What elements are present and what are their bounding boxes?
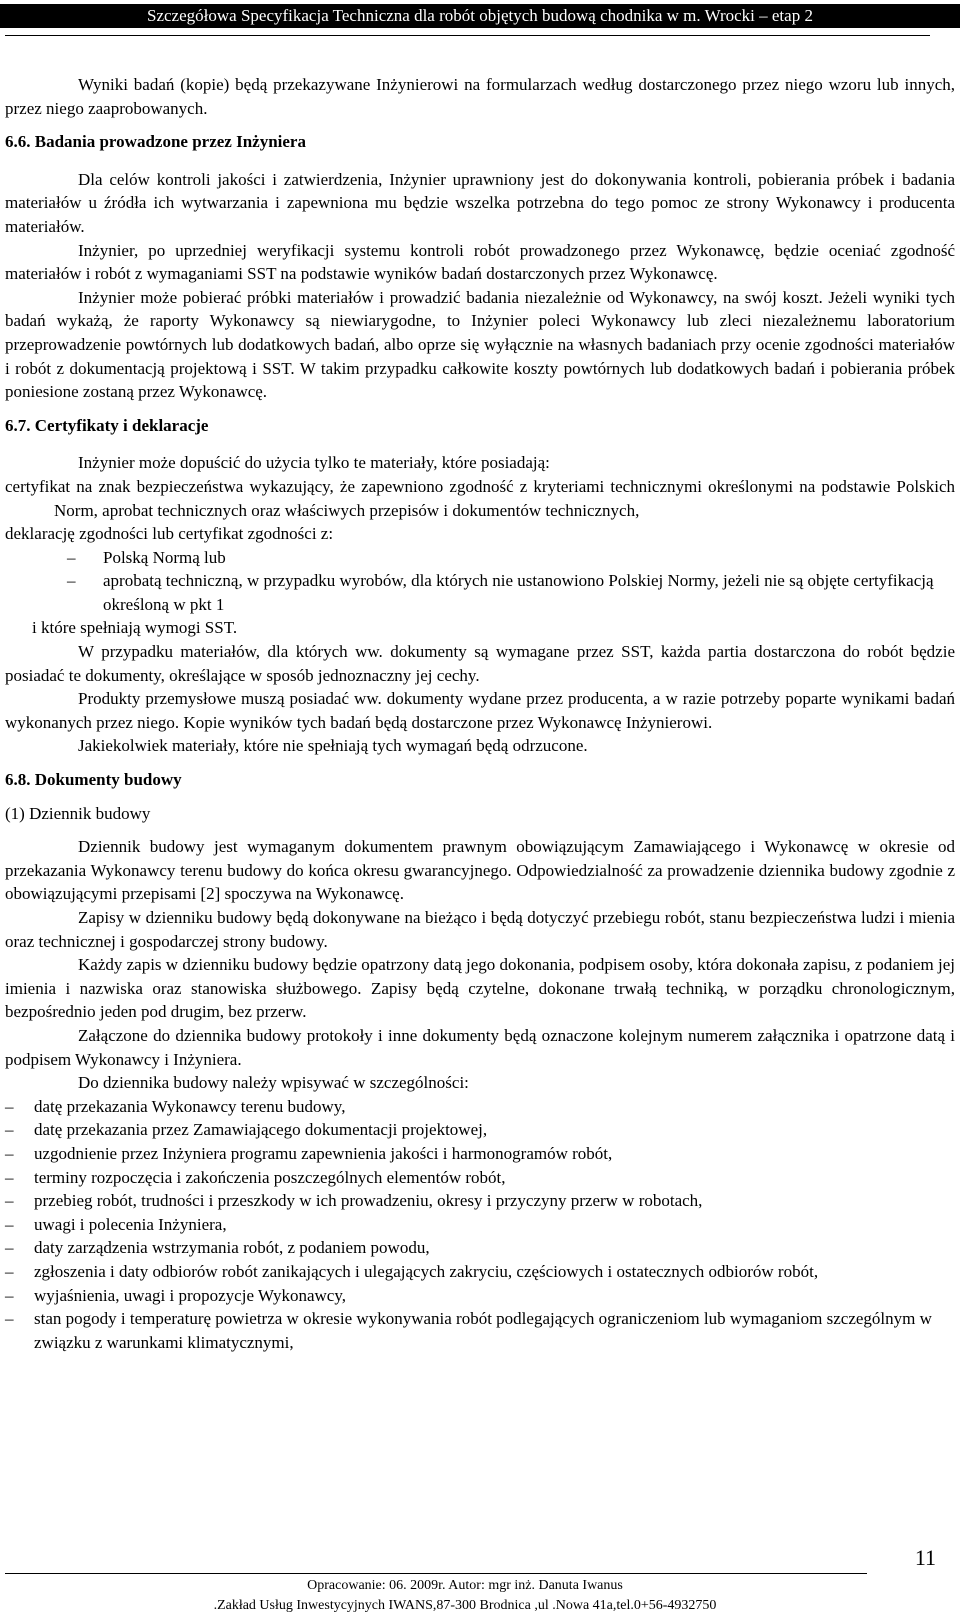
dash-bullet: – [5, 1309, 14, 1329]
page-number: 11 [914, 1545, 936, 1570]
paragraph: Jakiekolwiek materiały, które nie spełniają tych wymagań będą odrzucone. [78, 736, 588, 756]
dash-bullet: – [5, 1120, 14, 1140]
list-item: – stan pogody i temperaturę powietrza w okresie wykonywania robót podlegających ograniczeniom lub wymaganiom szczególnym w związku z warunkami klimatycznymi, [5, 1309, 932, 1352]
section-heading-6-7: 6.7. Certyfikaty i deklaracje [5, 415, 209, 435]
paragraph: Inżynier, po uprzedniej weryfikacji systemu kontroli robót prowadzonego przez Wykonawcę, będzie oceniać zgodność materiałów i robót z wymaganiami SST na podstawie wyników badań dostarczonych przez Wykonawcę. [5, 240, 955, 284]
document-body [5, 73, 955, 1354]
dash-bullet: – [5, 1285, 14, 1305]
paragraph: i które spełniają wymogi SST. [32, 618, 238, 638]
dash-bullet: – [5, 1096, 14, 1116]
list-item: – Polską Normą lub [5, 546, 955, 570]
paragraph: Każdy zapis w dzienniku budowy będzie opatrzony datą jego dokonania, podpisem osoby, która dokonała zapisu, z podaniem jej imienia i nazwiska oraz stanowiska służbowego. Zapisy będą czytelne, dokonane trwałą techniką, w porządku chronologicznym, bezpośrednio jeden pod drugim, bez przerw. [5, 955, 955, 1022]
dash-bullet: – [5, 1238, 14, 1258]
list-item: – wyjaśnienia, uwagi i propozycje Wykonawcy, [5, 1284, 955, 1308]
dash-bullet: – [5, 1214, 14, 1234]
list-item: – datę przekazania Wykonawcy terenu budowy, [5, 1095, 955, 1119]
paragraph: Dla celów kontroli jakości i zatwierdzenia, Inżynier uprawniony jest do dokonywania kontroli, pobierania próbek i badania materiałów u źródła ich wytwarzania i zapewniona mu będzie wszelka potrzebna do tego pomoc ze strony Wykonawcy i producenta materiałów. [5, 169, 955, 236]
subsection-heading: (1) Dziennik budowy [5, 803, 151, 823]
dash-bullet: – [67, 571, 76, 591]
header-title: Szczegółowa Specyfikacja Techniczna dla robót objętych budową chodnika w m. Wrocki – etap 2 [147, 6, 813, 25]
paragraph: Inżynier może pobierać próbki materiałów i prowadzić badania niezależnie od Wykonawcy, na swój koszt. Jeżeli wyniki tych badań wykażą, że raporty Wykonawcy są niewiarygodne, to Inżynier poleci Wykonawcy lub zleci niezależnemu laboratorium przeprowadzenie powtórnych lub dodatkowych badań, albo oprze się wyłącznie na własnych badaniach przy ocenie zgodności materiałów i robót z dokumentacją projektową i SST. W takim przypadku całkowite koszty powtórnych lub dodatkowych badań i pobierania próbek poniesione zostaną przez Wykonawcę. [5, 287, 955, 402]
dash-bullet: – [67, 547, 76, 567]
dash-bullet: – [5, 1143, 14, 1163]
section-heading-6-6: 6.6. Badania prowadzone przez Inżyniera [5, 132, 306, 152]
paragraph: W przypadku materiałów, dla których ww. dokumenty są wymagane przez SST, każda partia dostarczona do robót będzie posiadać te dokumenty, określające w sposób jednoznaczny jej cechy. [5, 642, 955, 685]
dash-list [5, 546, 955, 617]
list-item: – terminy rozpoczęcia i zakończenia poszczególnych elementów robót, [5, 1166, 955, 1190]
paragraph: Dziennik budowy jest wymaganym dokumentem prawnym obowiązującym Zamawiającego i Wykonawcę w okresie od przekazania Wykonawcy terenu budowy do końca okresu gwarancyjnego. Odpowiedzialność za prowadzenie dziennika budowy zgodnie z obowiązującymi przepisami [2] spoczywa na Wykonawcę. [5, 837, 955, 904]
footer-divider [5, 1573, 867, 1574]
list-item: – uzgodnienie przez Inżyniera programu zapewnienia jakości i harmonogramów robót, [5, 1142, 955, 1166]
paragraph: Do dziennika budowy należy wpisywać w szczególności: [78, 1073, 469, 1093]
dash-bullet: – [5, 1191, 14, 1211]
header-divider [5, 35, 930, 36]
paragraph: Wyniki badań (kopie) będą przekazywane Inżynierowi na formularzach według dostarczonego przez niego wzoru lub innych, przez niego zaaprobowanych. [5, 75, 955, 118]
paragraph: certyfikat na znak bezpieczeństwa wykazujący, że zapewniono zgodność z kryteriami technicznymi określonymi na podstawie Polskich Norm, aprobat technicznych oraz właściwych przepisów i dokumentów technicznych, [5, 476, 955, 520]
list-item: – aprobatą techniczną, w przypadku wyrobów, dla których nie ustanowiono Polskiej Normy, jeżeli nie są objęte certyfikacją określoną w pkt 1 [67, 571, 934, 614]
page-header [0, 4, 960, 28]
paragraph: Inżynier może dopuścić do użycia tylko te materiały, które posiadają: [78, 453, 550, 473]
dash-list [5, 1095, 955, 1355]
paragraph: Załączone do dziennika budowy protokoły i inne dokumenty będą oznaczone kolejnym numerem załącznika i opatrzone datą i podpisem Wykonawcy i Inżyniera. [5, 1025, 955, 1069]
footer-company-line: .Zakład Usług Inwestycyjnych IWANS,87-300 Brodnica ,ul .Nowa 41a,tel.0+56-4932750 [213, 1598, 717, 1613]
list-item: – datę przekazania przez Zamawiającego dokumentacji projektowej, [5, 1118, 955, 1142]
list-item: – przebieg robót, trudności i przeszkody w ich prowadzeniu, okresy i przyczyny przerw w robotach, [5, 1189, 955, 1213]
list-item: – zgłoszenia i daty odbiorów robót zanikających i ulegających zakryciu, częściowych i ostatecznych odbiorów robót, [5, 1260, 955, 1284]
footer-author-line: Opracowanie: 06. 2009r. Autor: mgr inż. Danuta Iwanus [307, 1578, 623, 1593]
paragraph: Produkty przemysłowe muszą posiadać ww. dokumenty wydane przez producenta, a w razie potrzeby poparte wynikami badań wykonanych przez niego. Kopie wyników tych badań będą dostarczone przez Wykonawcę Inżynierowi. [5, 689, 955, 732]
paragraph: Zapisy w dzienniku budowy będą dokonywane na bieżąco i będą dotyczyć przebiegu robót, stanu bezpieczeństwa ludzi i mienia oraz technicznej i gospodarczej strony budowy. [5, 908, 955, 951]
section-heading-6-8: 6.8. Dokumenty budowy [5, 770, 182, 790]
list-item: – uwagi i polecenia Inżyniera, [5, 1213, 955, 1237]
list-item: – daty zarządzenia wstrzymania robót, z podaniem powodu, [5, 1236, 955, 1260]
paragraph: deklarację zgodności lub certyfikat zgodności z: [5, 524, 334, 544]
page-footer [150, 1576, 780, 1616]
dash-bullet: – [5, 1261, 14, 1281]
dash-bullet: – [5, 1167, 14, 1187]
